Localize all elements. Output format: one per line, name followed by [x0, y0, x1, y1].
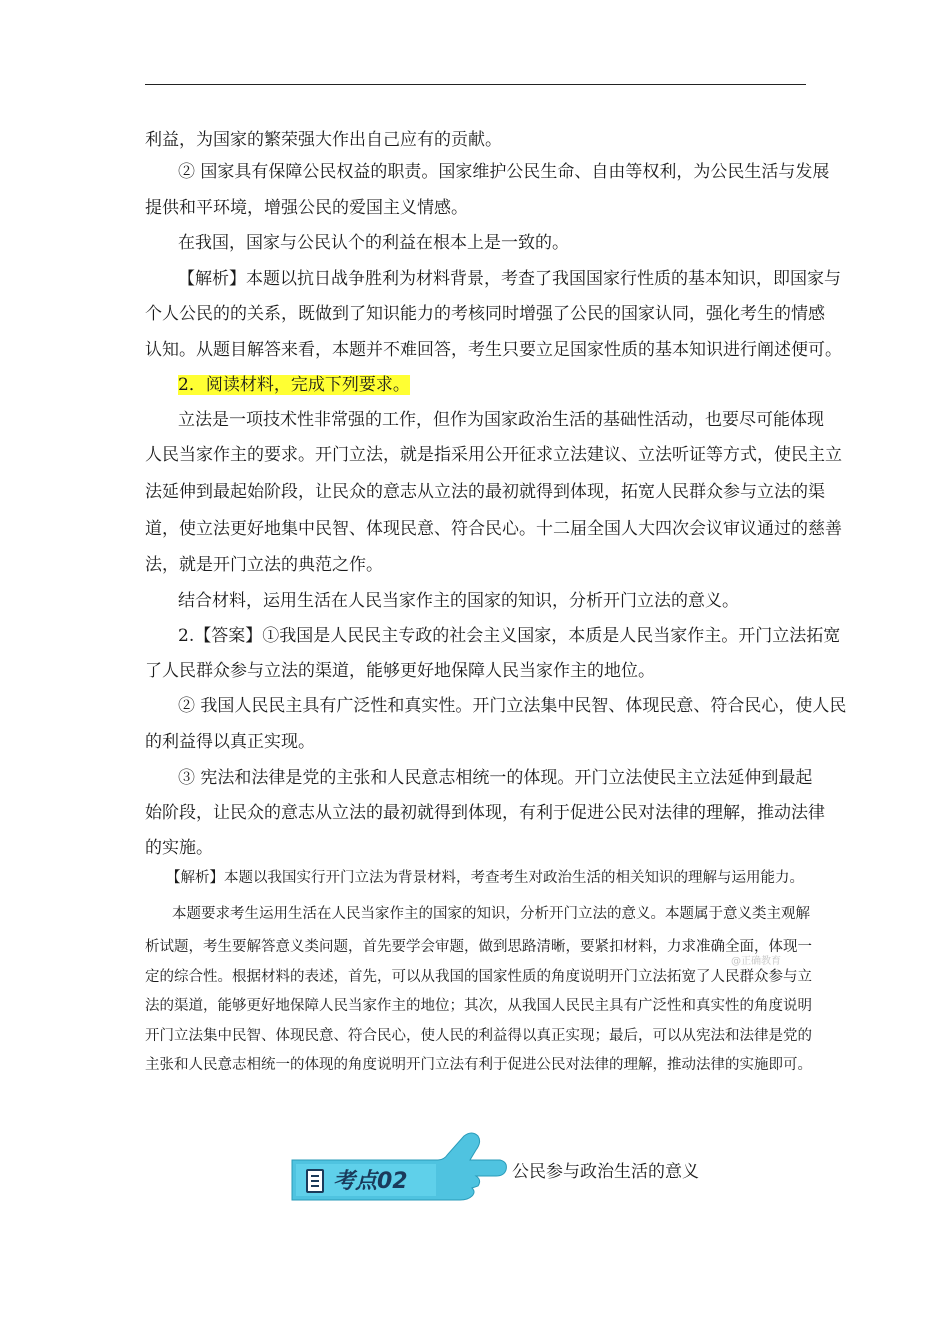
text-line: 了人民群众参与立法的渠道，能够更好地保障人民当家作主的地位。 [145, 661, 655, 681]
text-line: ③ 宪法和法律是党的主张和人民意志相统一的体现。开门立法使民主立法延伸到最起 [178, 768, 813, 788]
analysis-line: 本题要求考生运用生活在人民当家作主的国家的知识，分析开门立法的意义。本题属于意义类主观解 [172, 906, 810, 922]
text-line: 道，使立法更好地集中民智、体现民意、符合民心。十二届全国人大四次会议审议通过的慈善 [145, 519, 842, 539]
list-icon [306, 1169, 324, 1193]
question-heading [178, 373, 848, 397]
text-line: 的利益得以真正实现。 [145, 732, 315, 752]
text-line: 法，就是开门立法的典范之作。 [145, 555, 383, 575]
text-line: 的实施。 [145, 838, 213, 858]
section-title: 公民参与政治生活的意义 [512, 1162, 699, 1182]
analysis-line: 主张和人民意志相统一的体现的角度说明开门立法有利于促进公民对法律的理解，推动法律的实施即可。 [145, 1057, 812, 1073]
watermark: @正确教育 [731, 956, 781, 967]
header-rule [145, 84, 806, 85]
analysis-line: 开门立法集中民智、体现民意、符合民心，使人民的利益得以真正实现；最后，可以从宪法和法律是党的 [145, 1028, 812, 1044]
answer-line: 2.【答案】①我国是人民民主专政的社会主义国家，本质是人民当家作主。开门立法拓宽 [178, 626, 841, 646]
text-line: 提供和平环境，增强公民的爱国主义情感。 [145, 198, 468, 218]
analysis-line: 【解析】本题以我国实行开门立法为背景材料，考查考生对政治生活的相关知识的理解与运用能力。 [166, 870, 804, 886]
text-line: 【解析】本题以抗日战争胜利为材料背景，考查了我国国家行性质的基本知识，即国家与 [178, 269, 841, 289]
analysis-line: 法的渠道，能够更好地保障人民当家作主的地位；其次，从我国人民民主具有广泛性和真实性的角度说明 [145, 998, 812, 1014]
text-line: 个人公民的的关系，既做到了知识能力的考核同时增强了公民的国家认同，强化考生的情感 [145, 304, 825, 324]
text-line: 法延伸到最起始阶段，让民众的意志从立法的最初就得到体现，拓宽人民群众参与立法的渠 [145, 482, 825, 502]
text-line: 认知。从题目解答来看，本题并不难回答，考生只要立足国家性质的基本知识进行阐述便可。 [145, 340, 842, 360]
analysis-line: 析试题，考生要解答意义类问题，首先要学会审题，做到思路清晰，要紧扣材料，力求准确全面，体现一 [145, 939, 812, 955]
text-line: 立法是一项技术性非常强的工作，但作为国家政治生活的基础性活动，也要尽可能体现 [178, 410, 824, 430]
text-line: 始阶段，让民众的意志从立法的最初就得到体现，有利于促进公民对法律的理解，推动法律 [145, 803, 825, 823]
text-line: 利益，为国家的繁荣强大作出自己应有的贡献。 [145, 130, 502, 150]
text-line: 人民当家作主的要求。开门立法，就是指采用公开征求立法建议、立法听证等方式，使民主立 [145, 445, 842, 465]
text-line: 在我国，国家与公民认个的利益在根本上是一致的。 [178, 233, 569, 253]
kaodian-label: 考点02 [333, 1169, 408, 1194]
text-line: ② 国家具有保障公民权益的职责。国家维护公民生命、自由等权利，为公民生活与发展 [178, 162, 830, 182]
text-line: ② 我国人民民主具有广泛性和真实性。开门立法集中民智、体现民意、符合民心，使人民 [178, 696, 847, 716]
question-highlight: 2．阅读材料，完成下列要求。 [178, 375, 410, 395]
text-line: 结合材料，运用生活在人民当家作主的国家的知识，分析开门立法的意义。 [178, 591, 739, 611]
analysis-line: 定的综合性。根据材料的表述，首先，可以从我国的国家性质的角度说明开门立法拓宽了人民群众参与立 [145, 969, 812, 985]
